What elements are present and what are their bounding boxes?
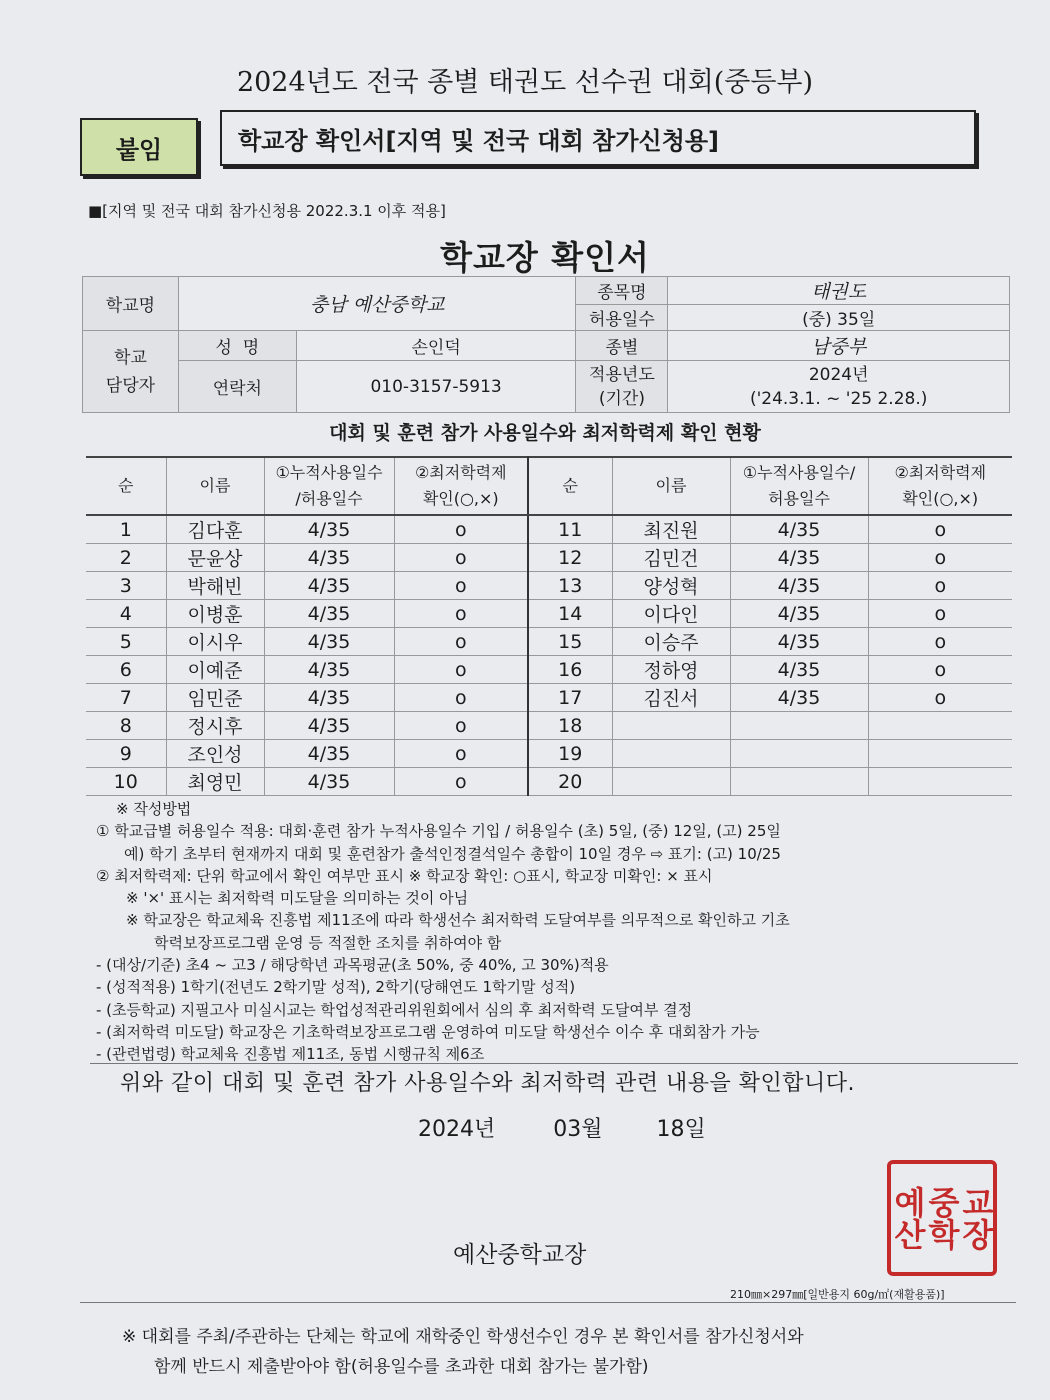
date-day: 18일: [656, 1117, 706, 1142]
row-no: 19: [528, 740, 612, 768]
header-no-right: 순: [528, 457, 612, 515]
row-name: 이다인: [612, 600, 730, 628]
header-days-line2: /허용일수: [295, 489, 363, 508]
row-check: [868, 740, 1012, 768]
row-name: 김민건: [612, 544, 730, 572]
roster-body: [86, 515, 1012, 796]
row-days: 4/35: [264, 768, 394, 796]
row-no: 9: [86, 740, 166, 768]
table-row: [86, 628, 1012, 656]
header-days-right: [730, 457, 868, 515]
row-no: 18: [528, 712, 612, 740]
row-check: o: [394, 684, 528, 712]
row-name: 양성혁: [612, 572, 730, 600]
row-check: o: [394, 628, 528, 656]
row-no: 6: [86, 656, 166, 684]
row-check: o: [394, 544, 528, 572]
contact-label: 연락처: [178, 361, 296, 413]
header-min-right-line1: ②최저학력제: [894, 463, 987, 482]
row-name: 김다훈: [166, 515, 264, 544]
row-name: 최영민: [166, 768, 264, 796]
row-name: 이병훈: [166, 600, 264, 628]
header-days-right-line1: ①누적사용일수/: [742, 463, 856, 482]
header-min-right: [868, 457, 1012, 515]
attachment-badge: 붙임: [80, 118, 198, 176]
footer-line-2: 함께 반드시 제출받아야 함(허용일수를 초과한 대회 참가는 불가함): [154, 1357, 649, 1377]
row-check: o: [868, 600, 1012, 628]
row-no: 4: [86, 600, 166, 628]
row-name: 이예준: [166, 656, 264, 684]
table-row: [86, 656, 1012, 684]
row-no: 20: [528, 768, 612, 796]
row-name: 김진서: [612, 684, 730, 712]
manager-name-value: 손인덕: [296, 331, 576, 361]
section-title: 대회 및 훈련 참가 사용일수와 최저학력제 확인 현황: [329, 422, 761, 444]
header-min-right-line2: 확인(○,×): [902, 489, 979, 508]
instruction-2a: ※ '×' 표시는 최저학력 미도달을 의미하는 것이 아님: [126, 889, 469, 908]
row-check: o: [394, 656, 528, 684]
allowed-days-value: (중) 35일: [668, 305, 1010, 331]
row-name: 정시후: [166, 712, 264, 740]
row-days: 4/35: [264, 600, 394, 628]
row-no: 16: [528, 656, 612, 684]
row-days: 4/35: [730, 628, 868, 656]
school-label: 학교명: [83, 277, 179, 331]
manager-name-label: 성 명: [178, 331, 296, 361]
row-days: 4/35: [730, 684, 868, 712]
row-days: 4/35: [264, 572, 394, 600]
row-days: [730, 712, 868, 740]
header-days: [264, 457, 394, 515]
header-min: [394, 457, 528, 515]
detail-2: - (성적적용) 1학기(전년도 2학기말 성적), 2학기(당해연도 1학기말 성적): [96, 978, 576, 997]
issue-date: [418, 1112, 706, 1143]
row-no: 5: [86, 628, 166, 656]
row-days: 4/35: [264, 628, 394, 656]
row-name: 최진원: [612, 515, 730, 544]
divider: [90, 1063, 1018, 1064]
application-note: ■[지역 및 전국 대회 참가신청용 2022.3.1 이후 적용]: [88, 202, 446, 220]
table-row: [86, 515, 1012, 544]
header-min-line2: 확인(○,×): [422, 489, 499, 508]
row-name: 임민준: [166, 684, 264, 712]
roster-header: [86, 457, 1012, 515]
row-name: [612, 712, 730, 740]
row-check: o: [394, 768, 528, 796]
event-title: 2024년도 전국 종별 태권도 선수권 대회(중등부): [236, 67, 814, 98]
row-no: 13: [528, 572, 612, 600]
division-label: 종별: [576, 331, 668, 361]
row-name: 이시우: [166, 628, 264, 656]
row-name: 이승주: [612, 628, 730, 656]
row-days: 4/35: [730, 656, 868, 684]
row-no: 14: [528, 600, 612, 628]
header-days-right-line2: 허용일수: [768, 489, 830, 508]
detail-5: - (관련법령) 학교체육 진흥법 제11조, 동법 시행규칙 제6조: [96, 1045, 485, 1064]
confirmation-statement: 위와 같이 대회 및 훈련 참가 사용일수와 최저학력 관련 내용을 확인합니다.: [120, 1071, 855, 1096]
row-days: 4/35: [264, 684, 394, 712]
row-check: o: [868, 572, 1012, 600]
instructions-heading: ※ 작성방법: [116, 800, 192, 818]
row-days: 4/35: [730, 600, 868, 628]
table-row: [86, 544, 1012, 572]
footer-divider: [80, 1302, 1016, 1303]
row-check: o: [868, 544, 1012, 572]
row-check: o: [394, 572, 528, 600]
school-info-table: [82, 276, 1010, 413]
date-month: 03월: [553, 1117, 603, 1142]
table-row: [86, 600, 1012, 628]
row-no: 10: [86, 768, 166, 796]
instruction-1-example: 예) 학기 초부터 현재까지 대회 및 훈련참가 출석인정결석일수 총합이 10일 경우 ⇨ 표기: (고) 10/25: [124, 844, 781, 863]
year-value: 2024년: [808, 364, 869, 385]
roster-table: [86, 456, 1012, 796]
row-check: o: [868, 628, 1012, 656]
table-row: [86, 768, 1012, 796]
table-row: [86, 572, 1012, 600]
row-days: 4/35: [730, 544, 868, 572]
detail-1: - (대상/기준) 초4 ~ 고3 / 해당학년 과목평균(초 50%, 중 40%, 고 30%)적용: [96, 956, 609, 975]
year-label: 적용년도 (기간): [576, 361, 668, 413]
instructions: [96, 798, 1026, 1066]
row-days: [730, 740, 868, 768]
period-value: ('24.3.1. ~ '25 2.28.): [749, 388, 928, 409]
row-days: 4/35: [730, 515, 868, 544]
row-no: 1: [86, 515, 166, 544]
sport-label: 종목명: [576, 277, 668, 305]
row-days: 4/35: [730, 572, 868, 600]
footer-note: [122, 1322, 804, 1382]
row-name: 박해빈: [166, 572, 264, 600]
manager-label: 학교 담당자: [83, 331, 179, 413]
row-name: 문윤상: [166, 544, 264, 572]
row-name: [612, 768, 730, 796]
row-check: [868, 712, 1012, 740]
row-days: 4/35: [264, 515, 394, 544]
row-no: 11: [528, 515, 612, 544]
date-year: 2024년: [418, 1117, 496, 1142]
header-no: 순: [86, 457, 166, 515]
row-no: 12: [528, 544, 612, 572]
seal-col-1: 교장: [957, 1186, 995, 1250]
contact-value: 010-3157-5913: [296, 361, 576, 413]
row-name: 정하영: [612, 656, 730, 684]
row-check: o: [394, 515, 528, 544]
instruction-2b-cont: 학력보장프로그램 운영 등 적절한 조치를 취하여야 함: [154, 933, 502, 952]
row-no: 2: [86, 544, 166, 572]
row-days: [730, 768, 868, 796]
seal-col-2: 중학: [923, 1186, 961, 1250]
row-days: 4/35: [264, 544, 394, 572]
year-cell: [668, 361, 1010, 413]
header-name: 이름: [166, 457, 264, 515]
table-row: [86, 740, 1012, 768]
row-days: 4/35: [264, 740, 394, 768]
row-check: o: [394, 600, 528, 628]
row-check: [868, 768, 1012, 796]
row-name: 조인성: [166, 740, 264, 768]
row-check: o: [868, 684, 1012, 712]
row-name: [612, 740, 730, 768]
table-row: [86, 712, 1012, 740]
document-title: 학교장 확인서: [440, 238, 650, 277]
row-days: 4/35: [264, 712, 394, 740]
table-row: [86, 684, 1012, 712]
school-value: 충남 예산중학교: [178, 277, 576, 331]
paper-spec: 210㎜×297㎜[일반용지 60g/㎡(재활용품)]: [730, 1288, 945, 1301]
principal-title: 예산중학교장: [453, 1242, 587, 1268]
footer-line-1: ※ 대회를 주최/주관하는 단체는 학교에 재학중인 학생선수인 경우 본 확인서를 참가신청서와: [122, 1327, 804, 1347]
row-no: 8: [86, 712, 166, 740]
header-min-line1: ②최저학력제: [414, 463, 507, 482]
detail-4: - (최저학력 미도달) 학교장은 기초학력보장프로그램 운영하여 미도달 학생선수 이수 후 대회참가 가능: [96, 1022, 760, 1041]
row-no: 3: [86, 572, 166, 600]
row-check: o: [394, 712, 528, 740]
row-no: 17: [528, 684, 612, 712]
row-days: 4/35: [264, 656, 394, 684]
division-value: 남중부: [668, 331, 1010, 361]
header-days-line1: ①누적사용일수: [275, 463, 383, 482]
row-no: 7: [86, 684, 166, 712]
detail-3: - (초등학교) 지필고사 미실시교는 학업성적관리위원회에서 심의 후 최저학력 도달여부 결정: [96, 1000, 693, 1019]
header-name-right: 이름: [612, 457, 730, 515]
allowed-days-label: 허용일수: [576, 305, 668, 331]
instruction-1: ① 학교급별 허용일수 적용: 대회·훈련 참가 누적사용일수 기입 / 허용일수 (초) 5일, (중) 12일, (고) 25일: [96, 822, 781, 841]
seal-col-3: 예산: [889, 1186, 927, 1250]
row-no: 15: [528, 628, 612, 656]
form-title: 학교장 확인서[지역 및 전국 대회 참가신청용]: [220, 110, 976, 166]
sport-value: 태권도: [668, 277, 1010, 305]
row-check: o: [394, 740, 528, 768]
row-check: o: [868, 656, 1012, 684]
instruction-2b: ※ 학교장은 학교체육 진흥법 제11조에 따라 학생선수 최저학력 도달여부를 의무적으로 확인하고 기초: [126, 911, 790, 930]
official-seal: [887, 1160, 997, 1276]
row-check: o: [868, 515, 1012, 544]
instruction-2: ② 최저학력제: 단위 학교에서 확인 여부만 표시 ※ 학교장 확인: ○표시, 학교장 미확인: × 표시: [96, 866, 713, 885]
